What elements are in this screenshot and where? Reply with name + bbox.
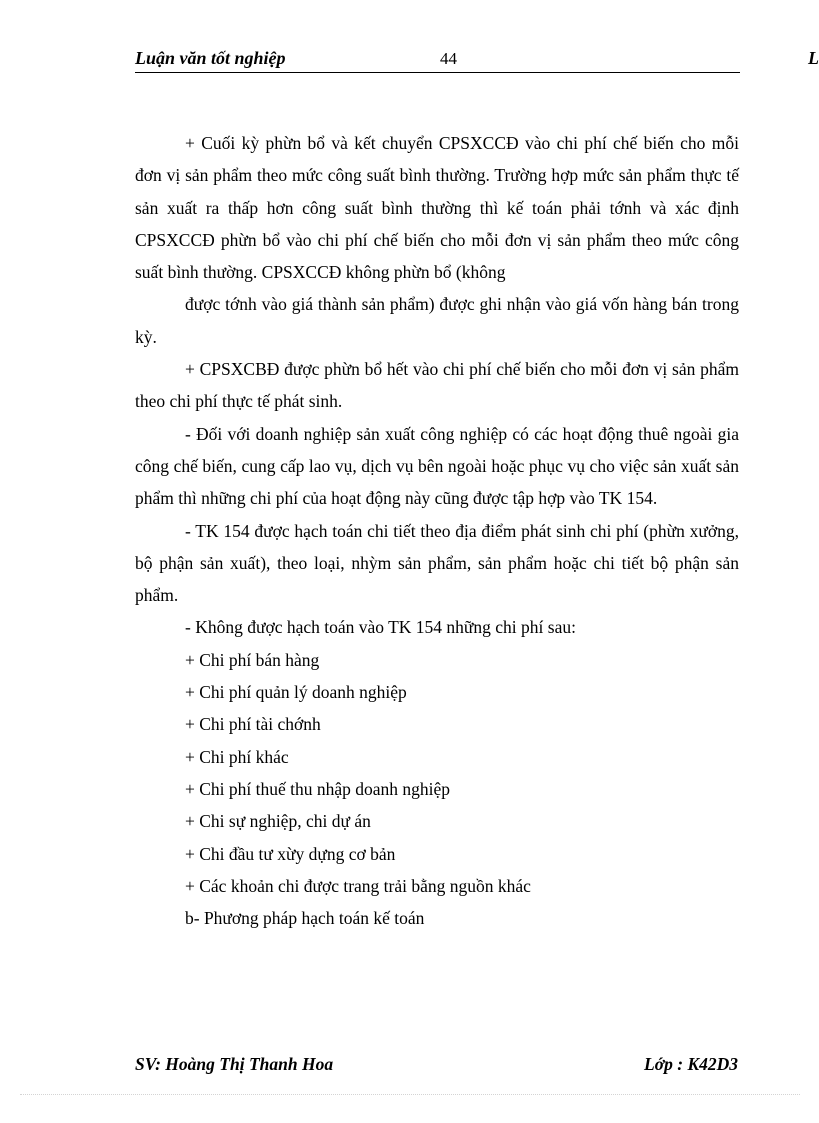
page-header bbox=[135, 48, 740, 73]
paragraph-cost-allocation-cont: được tớnh vào giá thành sản phẩm) được ghi nhận vào giá vốn hàng bán trong kỳ. bbox=[135, 294, 739, 347]
section-heading: b- Phương pháp hạch toán kế toán bbox=[185, 908, 425, 929]
paragraph-variable-cost: + CPSXCBĐ được phừn bổ hết vào chi phí chế biến cho mỗi đơn vị sản phẩm theo chi phí thực tế phát sinh. bbox=[135, 359, 739, 412]
list-item: + Chi phí thuế thu nhập doanh nghiệp bbox=[185, 778, 451, 799]
list-item: + Chi phí quản lý doanh nghiệp bbox=[185, 682, 407, 703]
header-title: Luận văn tốt nghiệp bbox=[135, 48, 286, 68]
list-item: + Các khoản chi được trang trải bằng nguồn khác bbox=[185, 875, 531, 896]
document-body bbox=[135, 127, 739, 934]
footer-student-name: SV: Hoàng Thị Thanh Hoa bbox=[135, 1054, 334, 1074]
list-item: + Chi đầu tư xừy dựng cơ bản bbox=[185, 843, 396, 864]
list-item: + Chi phí khác bbox=[185, 746, 289, 767]
list-item: + Chi phí bán hàng bbox=[185, 649, 320, 670]
list-item: + Chi sự nghiệp, chi dự án bbox=[185, 811, 371, 832]
footer-class: Lớp : K42D3 bbox=[644, 1054, 738, 1074]
paragraph-outsourcing: - Đối với doanh nghiệp sản xuất công nghiệp có các hoạt động thuê ngoài gia công chế biến, cung cấp lao vụ, dịch vụ bên ngoài hoặc phục vụ cho việc sản xuất sản phẩm thì những chi phí của hoạt động này cũng được tập hợp vào TK 154. bbox=[135, 423, 739, 509]
paragraph-excluded-costs-intro: - Không được hạch toán vào TK 154 những chi phí sau: bbox=[185, 617, 576, 638]
header-page-number: 44 bbox=[440, 49, 457, 68]
header-overflow-text: L bbox=[808, 48, 819, 68]
page-edge-divider bbox=[20, 1094, 800, 1095]
list-item: + Chi phí tài chớnh bbox=[185, 714, 321, 735]
paragraph-tk154-detail: - TK 154 được hạch toán chi tiết theo địa điểm phát sinh chi phí (phừn xưởng, bộ phận sản xuất), theo loại, nhỳm sản phẩm, sản phẩm hoặc chi tiết bộ phận sản phẩm. bbox=[135, 520, 739, 606]
paragraph-cost-allocation: + Cuối kỳ phừn bổ và kết chuyển CPSXCCĐ vào chi phí chế biến cho mỗi đơn vị sản phẩm theo mức công suất bình thường. Trường hợp mức sản phẩm thực tế sản xuất ra thấp hơn công suất bình thường thì kế toán phải tớnh và xác định CPSXCCĐ phừn bổ vào chi phí chế biến cho mỗi đơn vị sản phẩm theo mức công suất bình thường. CPSXCCĐ không phừn bổ (không bbox=[135, 133, 739, 283]
